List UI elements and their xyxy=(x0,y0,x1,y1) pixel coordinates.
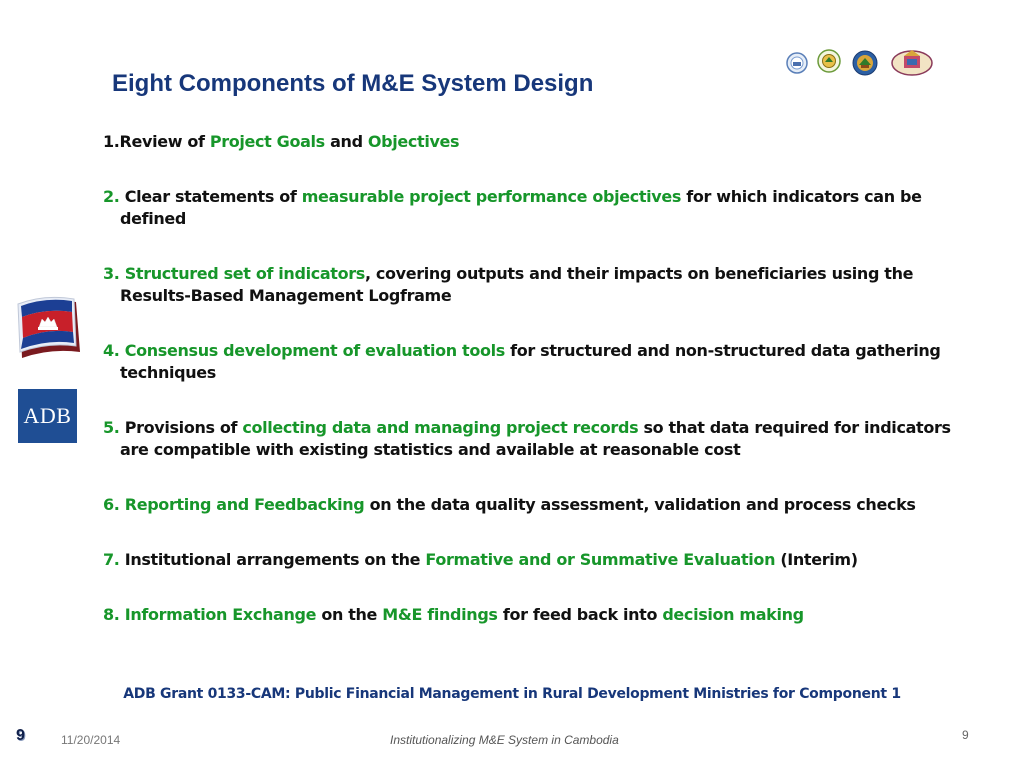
highlight-text: 4. Consensus development of evaluation tools xyxy=(103,341,505,360)
body-text: and xyxy=(324,132,368,151)
highlight-text: M&E findings xyxy=(382,605,498,624)
body-text: (Interim) xyxy=(775,550,858,569)
ministry-seal-emblem-icon xyxy=(852,50,878,76)
grant-caption: ADB Grant 0133-CAM: Public Financial Management in Rural Development Ministries for Component 1 xyxy=(123,686,901,702)
component-list xyxy=(103,131,983,626)
body-text: Provisions of xyxy=(119,418,243,437)
adb-logo: ADB xyxy=(18,389,77,443)
body-text: for feed back into xyxy=(497,605,663,624)
highlight-text: Formative and or Summative Evaluation xyxy=(425,550,776,569)
footer-date: 11/20/2014 xyxy=(61,733,121,747)
partner-logos xyxy=(786,44,936,78)
body-text: on the xyxy=(316,605,383,624)
ministry-seal-crest-icon xyxy=(890,47,934,77)
highlight-text: measurable project performance objectives xyxy=(301,187,682,206)
body-text: for structured and non-structured data gathering techniques xyxy=(120,341,941,382)
component-item xyxy=(103,494,983,516)
highlight-text: 8. Information Exchange xyxy=(103,605,317,624)
footer-title: Institutionalizing M&E System in Cambodia xyxy=(390,733,619,747)
highlight-text: 6. Reporting and Feedbacking xyxy=(103,495,365,514)
highlight-text: Project Goals xyxy=(209,132,325,151)
slide-title: Eight Components of M&E System Design xyxy=(112,70,594,97)
highlight-text: 7. xyxy=(103,550,120,569)
highlight-text: 5. xyxy=(103,418,120,437)
highlight-text: decision making xyxy=(662,605,804,624)
highlight-text: 3. Structured set of indicators xyxy=(103,264,365,283)
slide-number-badge: 9 xyxy=(16,727,25,744)
component-item xyxy=(103,186,983,230)
component-item xyxy=(103,604,983,626)
ministry-seal-blue-icon xyxy=(786,52,808,74)
cambodia-flag-book-icon xyxy=(14,296,86,362)
body-text: , covering outputs and their impacts on beneficiaries using the Results-Based Management Logframe xyxy=(120,264,914,305)
highlight-text: 2. xyxy=(103,187,120,206)
ministry-seal-green-icon xyxy=(817,49,841,73)
body-text: 1.Review of xyxy=(103,132,210,151)
component-item xyxy=(103,131,983,153)
body-text: Institutional arrangements on the xyxy=(119,550,426,569)
body-text: Clear statements of xyxy=(119,187,302,206)
component-item xyxy=(103,417,983,461)
component-item xyxy=(103,340,983,384)
component-item xyxy=(103,263,983,307)
footer-slide-number: 9 xyxy=(962,728,969,742)
component-item xyxy=(103,549,983,571)
body-text: for which indicators can be defined xyxy=(120,187,922,228)
body-text: so that data required for indicators are compatible with existing statistics and available at reasonable cost xyxy=(120,418,951,459)
highlight-text: collecting data and managing project records xyxy=(242,418,639,437)
body-text: on the data quality assessment, validation and process checks xyxy=(364,495,916,514)
highlight-text: Objectives xyxy=(367,132,460,151)
